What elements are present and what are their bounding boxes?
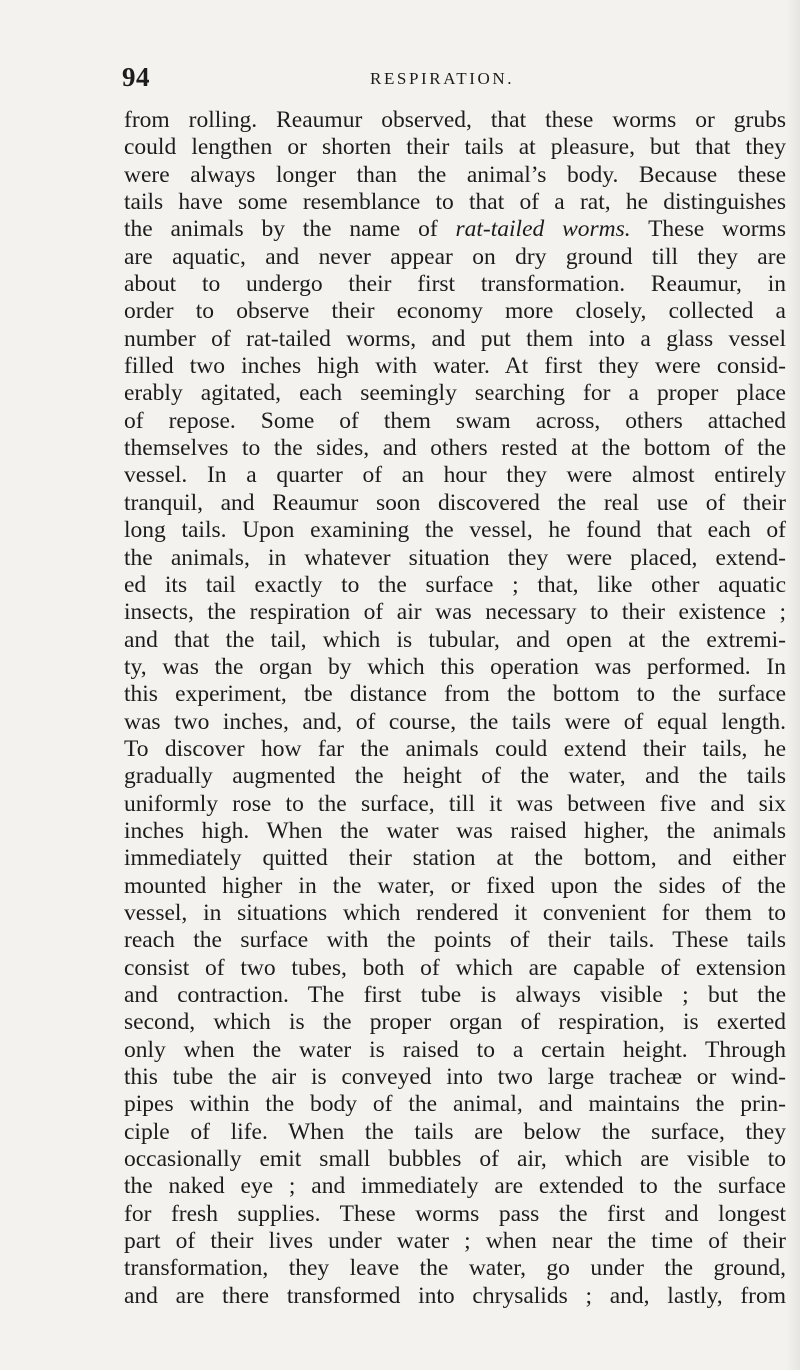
text-line: the animals, in whatever situation they were placed, extend- [124, 544, 786, 571]
text-line: part of their lives under water ; when near the time of their [124, 1228, 786, 1255]
text-line: and are there transformed into chrysalids ; and, lastly, from [124, 1282, 786, 1309]
text-line: and that the tail, which is tubular, and open at the extremi- [124, 626, 786, 653]
text-line: To discover how far the animals could extend their tails, he [124, 735, 786, 762]
text-line: are aquatic, and never appear on dry ground till they are [124, 243, 786, 270]
text-line: this experiment, tbe distance from the bottom to the surface [124, 681, 786, 708]
text-line: insects, the respiration of air was necessary to their existence ; [124, 599, 786, 626]
text-line: transformation, they leave the water, go under the ground, [124, 1255, 786, 1282]
text-line: were always longer than the animal’s body. Because these [124, 161, 786, 188]
text-line: immediately quitted their station at the bottom, and either [124, 845, 786, 872]
text-line: for fresh supplies. These worms pass the first and longest [124, 1200, 786, 1227]
text-line: gradually augmented the height of the water, and the tails [124, 763, 786, 790]
text-line: ty, was the organ by which this operation was performed. In [124, 653, 786, 680]
text-line: from rolling. Reaumur observed, that these worms or grubs [124, 107, 786, 133]
text-line: filled two inches high with water. At first they were consid- [124, 353, 786, 380]
text-line: this tube the air is conveyed into two large tracheæ or wind- [124, 1064, 786, 1091]
page-header [122, 62, 682, 92]
text-line: occasionally emit small bubbles of air, which are visible to [124, 1146, 786, 1173]
text-line: the naked eye ; and immediately are extended to the surface [124, 1173, 786, 1200]
text-line: number of rat-tailed worms, and put them into a glass vessel [124, 325, 786, 352]
text-line: reach the surface with the points of their tails. These tails [124, 927, 786, 954]
text-line: the animals by the name of rat-tailed worms. These worms [124, 216, 786, 243]
text-line: only when the water is raised to a certain height. Through [124, 1036, 786, 1063]
text-line: tranquil, and Reaumur soon discovered the real use of their [124, 489, 786, 516]
running-head: RESPIRATION. [370, 69, 515, 88]
text-line: tails have some resemblance to that of a rat, he distinguishes [124, 189, 786, 216]
text-line: inches high. When the water was raised higher, the animals [124, 817, 786, 844]
page-edge-shadow [786, 0, 800, 1370]
text-line: and contraction. The first tube is always visible ; but the [124, 982, 786, 1008]
text-line: vessel, in situations which rendered it convenient for them to [124, 899, 786, 926]
text-line: pipes within the body of the animal, and maintains the prin- [124, 1091, 786, 1118]
text-line: ed its tail exactly to the surface ; that, like other aquatic [124, 571, 786, 598]
text-line: order to observe their economy more closely, collected a [124, 298, 786, 325]
text-line: uniformly rose to the surface, till it was between five and six [124, 790, 786, 817]
text-line: mounted higher in the water, or fixed upon the sides of the [124, 872, 786, 899]
text-line: ciple of life. When the tails are below the surface, they [124, 1118, 786, 1145]
text-line: vessel. In a quarter of an hour they were almost entirely [124, 462, 786, 489]
italic-term: rat-tailed worms. [455, 216, 631, 243]
text-line: second, which is the proper organ of respiration, is exerted [124, 1009, 786, 1036]
text-line: of repose. Some of them swam across, others attached [124, 407, 786, 434]
text-line: themselves to the sides, and others rested at the bottom of the [124, 435, 786, 462]
body-text [124, 107, 786, 1310]
text-line: erably agitated, each seemingly searching for a proper place [124, 380, 786, 407]
text-line: about to undergo their first transformation. Reaumur, in [124, 271, 786, 298]
text-line: could lengthen or shorten their tails at pleasure, but that they [124, 134, 786, 161]
text-line: consist of two tubes, both of which are capable of extension [124, 954, 786, 981]
text-line: was two inches, and, of course, the tails were of equal length. [124, 708, 786, 735]
text-line: long tails. Upon examining the vessel, he found that each of [124, 517, 786, 544]
page-number: 94 [122, 62, 150, 92]
